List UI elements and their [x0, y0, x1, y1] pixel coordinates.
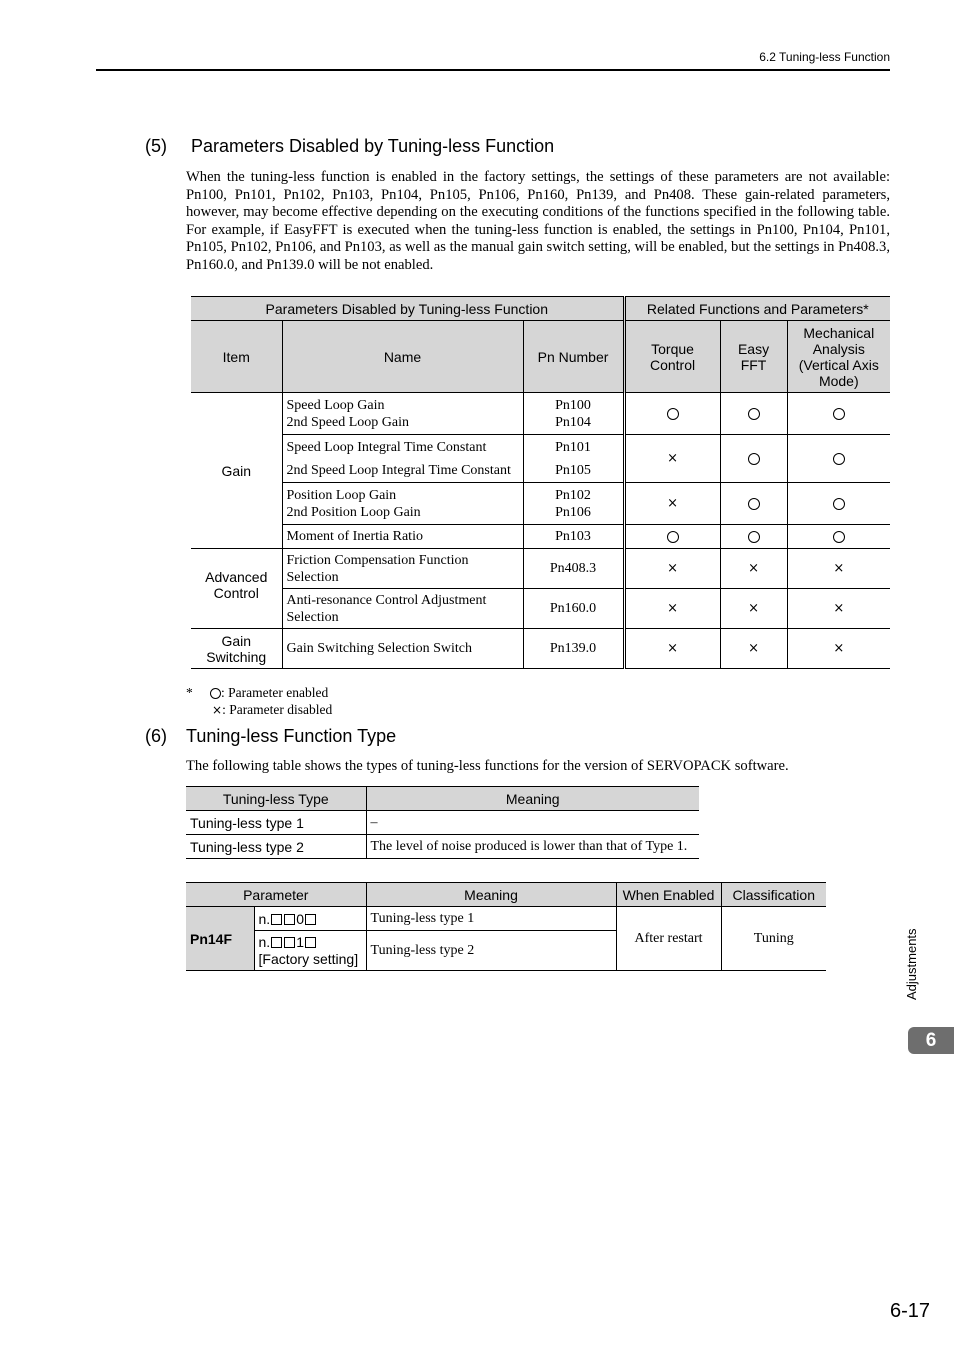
mech-mark [787, 525, 890, 549]
name-cell: Friction Compensation Function Selection [282, 549, 523, 589]
section-6-body: The following table shows the types of tuning-less functions for the version of SERVOPACK software. [186, 758, 789, 774]
section-6-heading [145, 726, 396, 747]
pn-number: Pn102 [555, 487, 591, 503]
placeholder-box-icon [305, 937, 316, 948]
name-cell: Gain Switching Selection Switch [282, 629, 523, 669]
enabled-circle-icon [833, 408, 845, 420]
setting-prefix: n. [258, 910, 271, 927]
setting-digit: 1 [296, 933, 304, 950]
enabled-circle-icon [748, 531, 760, 543]
param-name: Speed Loop Integral Time Constant [286, 439, 487, 455]
meaning-cell: The level of noise produced is lower than that of Type 1. [366, 835, 699, 859]
table-row [186, 835, 699, 859]
type-cell: Tuning-less type 2 [186, 835, 366, 859]
name-cell [282, 393, 523, 435]
disabled-cross-icon: × [667, 561, 678, 576]
note-disabled [212, 701, 332, 719]
classification-cell: Tuning [721, 907, 826, 971]
enabled-circle-icon [748, 453, 760, 465]
item-advanced-control: Advanced Control [191, 549, 282, 629]
name-cell [282, 435, 523, 483]
param-name: Position Loop Gain [286, 487, 397, 503]
pn-number: Pn105 [555, 462, 591, 478]
name-cell: Moment of Inertia Ratio [282, 525, 523, 549]
setting-type2 [254, 931, 366, 971]
enabled-circle-icon [833, 498, 845, 510]
pn-cell: Pn408.3 [523, 549, 624, 589]
enabled-circle-icon [667, 408, 679, 420]
fft-mark [720, 549, 787, 589]
section-6-number: (6) [145, 726, 167, 746]
header-easy-fft: Easy FFT [720, 321, 787, 393]
setting-type1 [254, 907, 366, 931]
section-6-title: Tuning-less Function Type [186, 726, 397, 746]
torque-mark [624, 435, 720, 483]
header-name: Name [282, 321, 523, 393]
pn-cell: Pn160.0 [523, 589, 624, 629]
torque-mark [624, 629, 720, 669]
tuning-less-type-table [186, 786, 699, 859]
header-meaning: Meaning [366, 883, 616, 907]
header-mechanical-analysis: Mechanical Analysis (Vertical Axis Mode) [787, 321, 890, 393]
pn14f-parameter-table [186, 882, 826, 971]
fft-mark [720, 525, 787, 549]
disabled-cross-icon: × [667, 641, 678, 656]
param-name: 2nd Speed Loop Integral Time Constant [286, 462, 511, 478]
chapter-tab: 6 [908, 1027, 954, 1054]
type-cell: Tuning-less type 1 [186, 811, 366, 835]
setting-prefix: n. [258, 933, 271, 950]
name-cell [282, 483, 523, 525]
fft-mark [720, 629, 787, 669]
header-disabled-group: Parameters Disabled by Tuning-less Function [191, 297, 624, 321]
factory-setting-note: [Factory setting] [258, 950, 359, 967]
torque-mark [624, 549, 720, 589]
pn-number: Pn100 [555, 397, 591, 413]
enabled-circle-icon [210, 688, 221, 699]
disabled-cross-icon: × [748, 641, 759, 656]
header-when-enabled: When Enabled [616, 883, 721, 907]
header-meaning: Meaning [366, 787, 699, 811]
header-related-group: Related Functions and Parameters* [624, 297, 890, 321]
page-number: 6-17 [889, 1300, 930, 1322]
header-item: Item [191, 321, 282, 393]
fft-mark [720, 589, 787, 629]
pn-cell [523, 393, 624, 435]
torque-mark [624, 393, 720, 435]
mech-mark [787, 483, 890, 525]
torque-mark [624, 525, 720, 549]
running-header: 6.2 Tuning-less Function [759, 50, 890, 64]
disabled-cross-icon: × [748, 561, 759, 576]
mech-mark [787, 549, 890, 589]
mech-mark [787, 629, 890, 669]
enabled-circle-icon [748, 408, 760, 420]
when-enabled-cell: After restart [616, 907, 721, 971]
param-pn14f: Pn14F [186, 907, 254, 971]
pn-cell: Pn139.0 [523, 629, 624, 669]
header-pn-number: Pn Number [523, 321, 624, 393]
enabled-circle-icon [833, 531, 845, 543]
setting-digit: 0 [296, 910, 304, 927]
mech-mark [787, 589, 890, 629]
fft-mark [720, 435, 787, 483]
disabled-parameters-table [191, 296, 890, 669]
disabled-cross-icon: × [833, 601, 845, 616]
placeholder-box-icon [284, 937, 295, 948]
placeholder-box-icon [271, 937, 282, 948]
header-rule [96, 69, 890, 71]
disabled-cross-icon: × [833, 641, 845, 656]
torque-mark [624, 589, 720, 629]
pn-number: Pn101 [555, 439, 591, 455]
mech-mark [787, 435, 890, 483]
pn-cell: Pn103 [523, 525, 624, 549]
name-cell: Anti-resonance Control Adjustment Selection [282, 589, 523, 629]
section-5-number: (5) [145, 136, 167, 156]
enabled-circle-icon [667, 531, 679, 543]
enabled-circle-icon [833, 453, 845, 465]
header-parameter: Parameter [186, 883, 366, 907]
item-gain-switching: Gain Switching [191, 629, 282, 669]
disabled-cross-icon: × [667, 496, 678, 511]
pn-number: Pn104 [555, 414, 591, 430]
table-row [186, 811, 699, 835]
pn-cell [523, 435, 624, 483]
pn-cell [523, 483, 624, 525]
disabled-cross-icon: × [667, 451, 678, 466]
param-name: Speed Loop Gain [286, 397, 385, 413]
note-disabled-text: : Parameter disabled [222, 702, 333, 717]
torque-mark [624, 483, 720, 525]
section-5-heading [145, 136, 554, 157]
mech-mark [787, 393, 890, 435]
section-5-body: When the tuning-less function is enabled in the factory settings, the settings of these parameters are not available: Pn100, Pn101, Pn102, Pn103, Pn104, Pn105, Pn106, Pn160, Pn139, and Pn408. These gain-related parameters, however, may become effective depending on the executing conditions of the functions specified in the following table. For example, if EasyFFT is executed when the tuning-less function is enabled, the settings in Pn100, Pn104, Pn101, Pn105, Pn102, Pn106, and Pn103, as well as the manual gain switch setting, will be enabled, but the settings in Pn408.3, Pn160.0, and Pn139.0 will be not enabled. [186, 169, 890, 273]
placeholder-box-icon [305, 914, 316, 925]
header-tuning-less-type: Tuning-less Type [186, 787, 366, 811]
note-star: * [186, 685, 193, 700]
header-classification: Classification [721, 883, 826, 907]
disabled-cross-icon: × [748, 601, 759, 616]
meaning-cell: – [366, 811, 699, 835]
note-enabled [210, 684, 328, 701]
disabled-cross-icon: × [212, 703, 223, 717]
param-name: 2nd Position Loop Gain [286, 504, 421, 520]
item-gain: Gain [191, 393, 282, 549]
section-5-title: Parameters Disabled by Tuning-less Function [191, 136, 555, 156]
pn-number: Pn106 [555, 504, 591, 520]
note-enabled-text: : Parameter enabled [221, 685, 329, 700]
meaning-type2: Tuning-less type 2 [366, 931, 616, 971]
disabled-cross-icon: × [667, 601, 678, 616]
fft-mark [720, 483, 787, 525]
param-name: 2nd Speed Loop Gain [286, 414, 409, 430]
disabled-cross-icon: × [833, 561, 845, 576]
side-tab-label: Adjustments [904, 928, 919, 1000]
fft-mark [720, 393, 787, 435]
enabled-circle-icon [748, 498, 760, 510]
placeholder-box-icon [284, 914, 295, 925]
header-torque-control: Torque Control [624, 321, 720, 393]
placeholder-box-icon [271, 914, 282, 925]
meaning-type1: Tuning-less type 1 [366, 907, 616, 931]
